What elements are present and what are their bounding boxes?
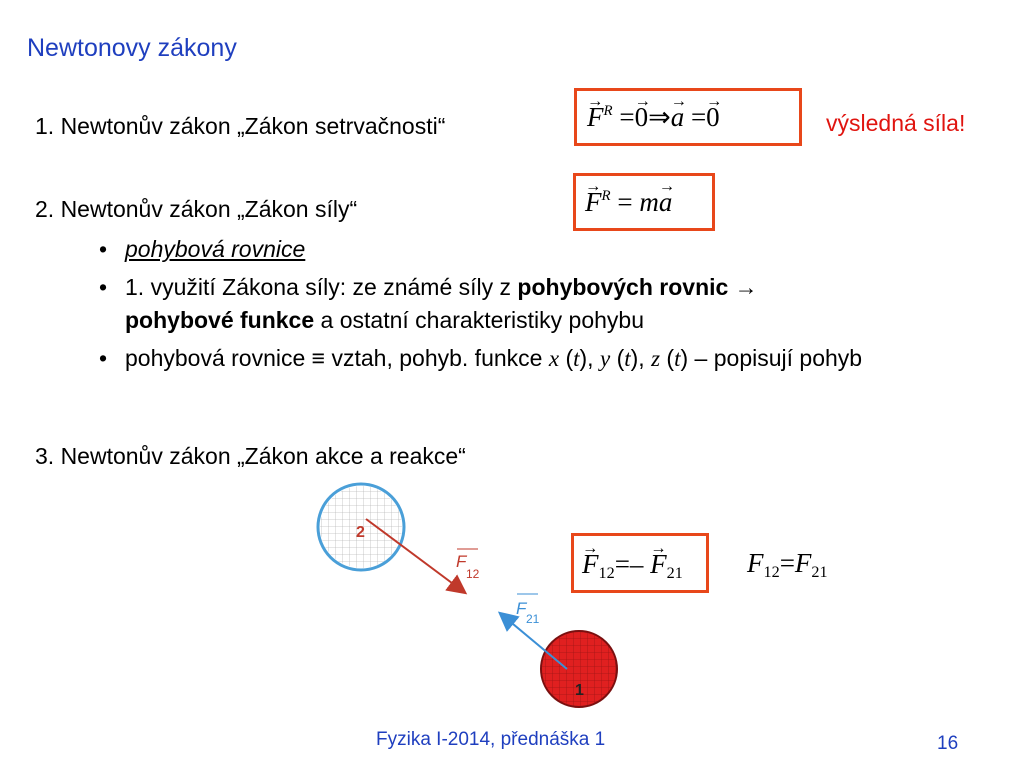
var-t: t — [624, 346, 631, 371]
superscript-R: R — [601, 187, 611, 204]
var-t: t — [573, 346, 580, 371]
bullet-icon: • — [99, 236, 108, 262]
bullet-text: – popisují pohyb — [688, 345, 863, 371]
subscript-21: 21 — [811, 562, 828, 581]
bullet-text: a ostatní charakteristiky pohybu — [314, 307, 644, 333]
force-magnitude-F: F — [747, 548, 764, 578]
zero-vector: → 0 — [635, 102, 649, 133]
law1-equation-box — [574, 88, 802, 146]
slide-title: Newtonovy zákony — [27, 34, 237, 62]
f12-label: F — [456, 552, 467, 571]
acceleration-vector: → a — [659, 187, 673, 218]
subscript-12: 12 — [598, 563, 615, 582]
action-reaction-diagram — [300, 470, 630, 720]
ball-2-label: 2 — [356, 524, 365, 541]
superscript-R: R — [603, 102, 613, 119]
equals-sign: = — [617, 187, 633, 217]
equals-sign: = — [614, 549, 630, 579]
force-vector-F: → F — [587, 102, 604, 133]
law2-text: 2. Newtonův zákon „Zákon síly“ — [35, 196, 358, 222]
subscript-12: 12 — [763, 562, 780, 581]
law2-bullet-list — [99, 233, 999, 380]
law3-magnitude-equation — [747, 548, 828, 582]
bullet-bold-text: pohybových rovnic — [517, 274, 729, 300]
law3-vector-equation — [582, 549, 683, 583]
list-item — [99, 233, 999, 266]
law3-text: 3. Newtonův zákon „Zákon akce a reakce“ — [35, 443, 466, 469]
bullet-text: pohybová rovnice ≡ vztah, pohyb. funkce — [125, 345, 549, 371]
equals-sign: = — [690, 102, 707, 132]
bullet-text: 1. využití Zákona síly: ze známé síly z — [125, 274, 518, 300]
f21-subscript: 21 — [526, 612, 540, 626]
implies-sign: ⇒ — [648, 102, 671, 132]
law1-text: 1. Newtonův zákon „Zákon setrvačnosti“ — [35, 113, 446, 139]
bullet-bold-text: pohybové funkce — [125, 307, 315, 333]
page-number: 16 — [937, 733, 959, 754]
force-magnitude-F: F — [794, 548, 812, 578]
law1-equation — [587, 102, 720, 133]
bullet-icon: • — [99, 274, 108, 300]
acceleration-vector: → a — [671, 102, 685, 133]
subscript-21: 21 — [666, 563, 683, 582]
force-vector-F: → F — [582, 549, 599, 580]
ball-1-label: 1 — [575, 682, 584, 699]
resultant-force-note: výsledná síla! — [826, 110, 966, 136]
var-x: x — [548, 346, 560, 371]
law2-equation — [585, 187, 672, 218]
minus-sign: – — [629, 549, 644, 579]
footer-text: Fyzika I-2014, přednáška 1 — [376, 729, 606, 750]
list-item — [99, 271, 999, 337]
law2-equation-box — [573, 173, 715, 231]
f21-label: F — [516, 599, 527, 618]
mass-symbol: m — [639, 187, 659, 217]
force-vector-F: → F — [650, 549, 667, 580]
var-z: z — [651, 346, 661, 371]
law3-equation-box — [571, 533, 709, 593]
equals-sign: = — [779, 548, 795, 578]
zero-vector: → 0 — [706, 102, 720, 133]
arrow-right-icon: → — [728, 274, 758, 300]
bullet-icon: • — [99, 345, 108, 371]
var-t: t — [674, 346, 681, 371]
f12-subscript: 12 — [466, 567, 480, 581]
list-item: • pohybová rovnice ≡ vztah, pohyb. funkce x (t), y (t), z (t) – popisují pohyb — [99, 342, 999, 375]
equals-sign: = — [619, 102, 635, 132]
equation-of-motion-link[interactable]: pohybová rovnice — [125, 236, 306, 262]
force-vector-F: → F — [585, 187, 602, 218]
var-y: y — [599, 346, 611, 371]
